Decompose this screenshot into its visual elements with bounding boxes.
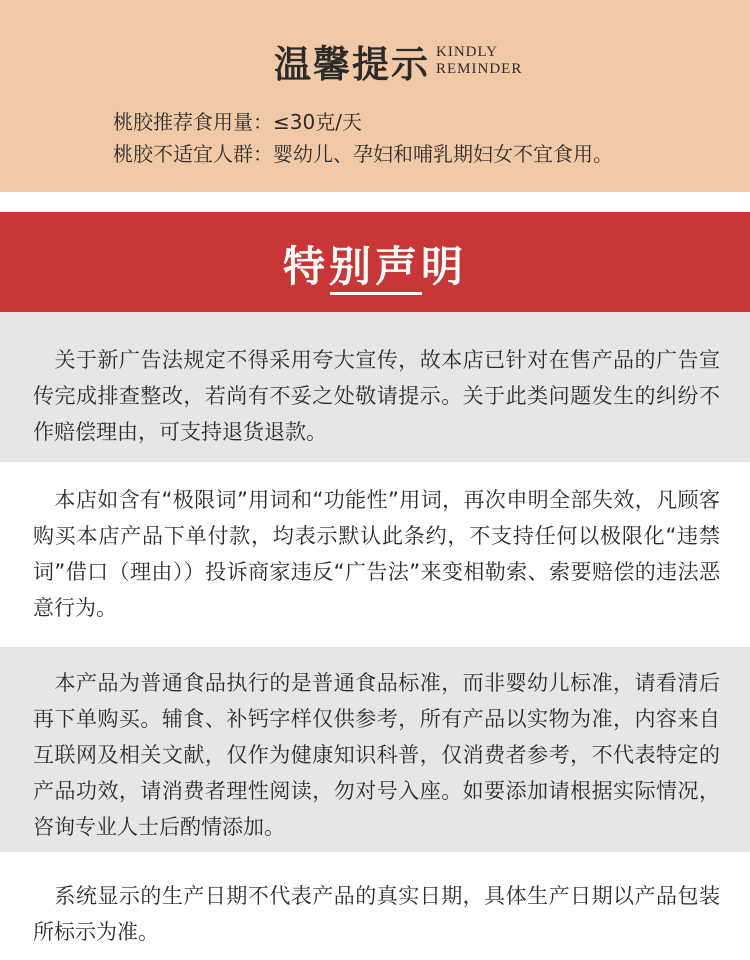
statement-paragraph-food-standard — [0, 647, 750, 852]
title-underline — [330, 292, 422, 295]
paragraph-text: 关于新广告法规定不得采用夸大宣传，故本店已针对在售产品的广告宣传完成排查整改，若尚有不妥之处敬请提示。关于此类问题发生的纠纷不作赔偿理由，可支持退货退款。 — [33, 348, 720, 444]
kindly-reminder-section — [0, 0, 750, 192]
paragraph-text: 本产品为普通食品执行的是普通食品标准，而非婴幼儿标准，请看清后再下单购买。辅食、补钙字样仅供参考，所有产品以实物为准，内容来自互联网及相关文献，仅作为健康知识科普，仅消费者参考，不代表特定的产品功效，请消费者理性阅读，勿对号入座。如要添加请根据实际情况，咨询专业人士后酌情添加。 — [33, 671, 720, 839]
special-statement-banner — [0, 212, 750, 312]
reminder-title-cn: 温馨提示 — [274, 42, 430, 86]
reminder-lines — [113, 106, 613, 170]
statement-title: 特别声明 — [282, 242, 467, 291]
statement-paragraph-production-date — [0, 852, 750, 960]
reminder-title — [274, 34, 522, 88]
statement-paragraph-extreme-words — [0, 462, 750, 647]
reminder-dosage: 桃胶推荐食用量：≤30克/天 — [113, 110, 362, 134]
paragraph-text: 系统显示的生产日期不代表产品的真实日期，具体生产日期以产品包装所标示为准。 — [33, 884, 720, 944]
statement-paragraph-advertising — [0, 312, 750, 462]
reminder-title-en-line2: REMINDER — [436, 61, 523, 77]
reminder-title-en — [436, 44, 522, 78]
reminder-title-en-line1: KINDLY — [436, 44, 498, 60]
paragraph-text: 本店如含有“极限词”用词和“功能性”用词，再次申明全部失效，凡顾客购买本店产品下单付款，均表示默认此条约，不支持任何以极限化“违禁词”借口（理由））投诉商家违反“广告法”来变相勒索、索要赔偿的违法恶意行为。 — [33, 488, 720, 620]
section-divider — [0, 192, 750, 212]
reminder-unsuitable-groups: 桃胶不适宜人群：婴幼儿、孕妇和哺乳期妇女不宜食用。 — [113, 142, 613, 166]
